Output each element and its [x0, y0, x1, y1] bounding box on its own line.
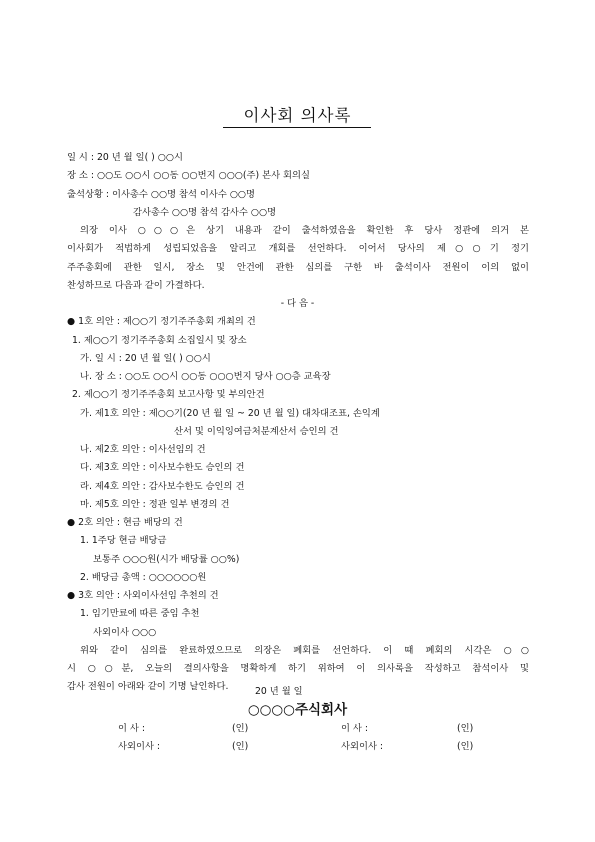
- date-line: 일 시 : 20 년 월 일( ) ○○시: [67, 152, 183, 163]
- section-heading: - 다 음 -: [280, 298, 315, 309]
- company-name: ○○○○주식회사: [247, 702, 348, 718]
- agenda-sub-item: 2. 제○○기 정기주주총회 보고사항 및 부의안건: [72, 389, 265, 400]
- agenda-detail: 나. 장 소 : ○○도 ○○시 ○○동 ○○○번지 당사 ○○층 교육장: [80, 371, 331, 382]
- agenda-detail: 나. 제2호 의안 : 이사선임의 건: [80, 444, 206, 455]
- agenda-sub-item: 2. 배당금 총액 : ○○○○○○원: [80, 572, 207, 583]
- agenda-detail: 마. 제5호 의안 : 정관 일부 변경의 건: [80, 499, 230, 510]
- agenda-item-2: ● 2호 의안 : 현금 배당의 건: [67, 517, 183, 528]
- agenda-detail: 다. 제3호 의안 : 이사보수한도 승인의 건: [80, 462, 245, 473]
- agenda-detail: 보통주 ○○○원(시가 배당률 ○○%): [93, 554, 240, 565]
- closing-line: 감사 전원이 아래와 같이 기명 날인하다.: [67, 681, 229, 692]
- agenda-detail: 가. 일 시 : 20 년 월 일( ) ○○시: [80, 353, 211, 364]
- intro-line: 찬성하므로 다음과 같이 가결하다.: [67, 280, 205, 291]
- signature-seal: (인): [232, 723, 249, 734]
- agenda-sub-item: 1. 임기만료에 따른 중임 추천: [80, 608, 200, 619]
- attendance-directors: 출석상황 : 이사총수 ○○명 참석 이사수 ○○명: [67, 189, 256, 200]
- document-date: 20 년 월 일: [255, 686, 303, 697]
- agenda-detail: 사외이사 ○○○: [93, 627, 157, 638]
- intro-line: 이사회가 적법하게 성립되었음을 알리고 개회를 선언하다. 이어서 당사의 제○○기 정기: [67, 243, 529, 254]
- agenda-item-1: ● 1호 의안 : 제○○기 정기주주총회 개최의 건: [67, 316, 256, 327]
- document-title: 이사회 의사록: [243, 106, 352, 125]
- intro-line: 주주총회에 관한 일시, 장소 및 안건에 관한 심의를 구한 바 출석이사 전원이 이의 없이: [67, 262, 529, 273]
- place-line: 장 소 : ○○도 ○○시 ○○동 ○○번지 ○○○(주) 본사 회의실: [67, 170, 310, 181]
- agenda-detail: 산서 및 이익잉여금처분계산서 승인의 건: [174, 426, 339, 437]
- signature-seal: (인): [232, 741, 249, 752]
- signature-label-outside-director: 사외이사 :: [118, 741, 161, 752]
- agenda-sub-item: 1. 제○○기 정기주주총회 소집일시 및 장소: [72, 335, 247, 346]
- intro-line: 의장 이사 ○○○은 상기 내용과 같이 출석하였음을 확인한 후 당사 정관에 의거 본: [80, 225, 529, 236]
- signature-seal: (인): [457, 741, 474, 752]
- signature-seal: (인): [457, 723, 474, 734]
- signature-label-director: 이 사 :: [118, 723, 146, 734]
- agenda-detail: 라. 제4호 의안 : 감사보수한도 승인의 건: [80, 481, 245, 492]
- attendance-auditors: 감사총수 ○○명 참석 감사수 ○○명: [133, 207, 277, 218]
- agenda-item-3: ● 3호 의안 : 사외이사선임 추천의 건: [67, 590, 219, 601]
- agenda-detail: 가. 제1호 의안 : 제○○기(20 년 월 일 ~ 20 년 월 일) 대차대조표, 손익계: [80, 408, 380, 419]
- signature-label-director: 이 사 :: [341, 723, 369, 734]
- agenda-sub-item: 1. 1주당 현금 배당금: [80, 535, 167, 546]
- title-underline: [223, 127, 371, 128]
- signature-label-outside-director: 사외이사 :: [341, 741, 384, 752]
- closing-line: 시 ○○분, 오늘의 결의사항을 명확하게 하기 위하여 이 의사록을 작성하고 참석이사 및: [67, 663, 529, 674]
- closing-line: 위와 같이 심의를 완료하였으므로 의장은 폐회를 선언하다. 이 때 폐회의 시각은 ○○: [80, 645, 529, 656]
